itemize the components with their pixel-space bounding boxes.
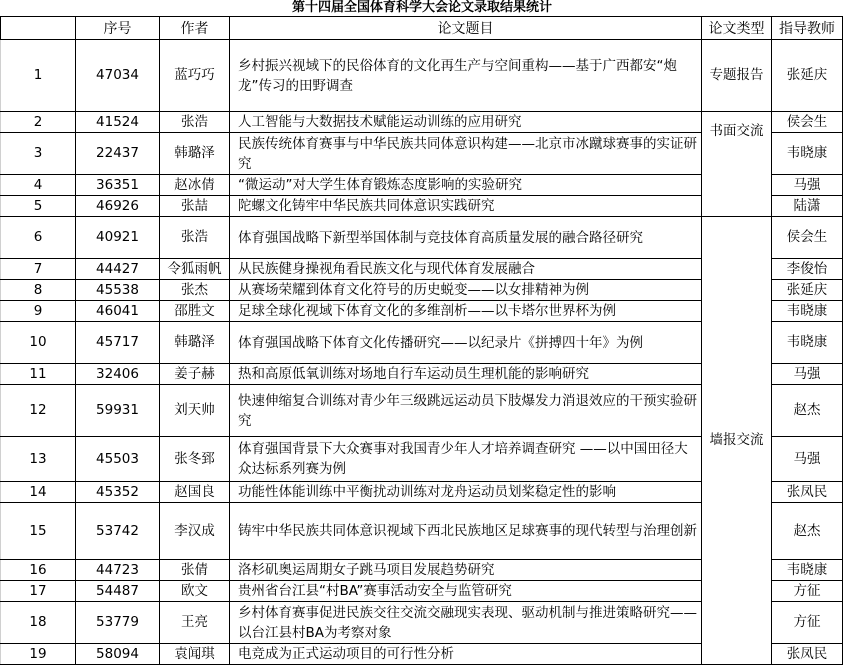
row-advisor: 方征 bbox=[772, 581, 843, 602]
row-index: 15 bbox=[1, 503, 76, 560]
row-id: 47034 bbox=[76, 40, 160, 112]
row-advisor: 韦晓康 bbox=[772, 560, 843, 581]
header-topic: 论文题目 bbox=[230, 17, 702, 40]
header-row bbox=[1, 17, 843, 40]
row-topic: 乡村振兴视域下的民俗体育的文化再生产与空间重构——基于广西都安“炮龙”传习的田野调查 bbox=[230, 40, 702, 112]
row-index: 11 bbox=[1, 364, 76, 385]
row-author: 张杰 bbox=[160, 280, 230, 301]
row-id: 36351 bbox=[76, 175, 160, 196]
row-topic: 体育强国战略下体育文化传播研究——以纪录片《拼搏四十年》为例 bbox=[230, 322, 702, 364]
row-id: 44723 bbox=[76, 560, 160, 581]
row-author: 袁闻琪 bbox=[160, 644, 230, 665]
row-topic: 贵州省台江县“村BA”赛事活动安全与监管研究 bbox=[230, 581, 702, 602]
row-advisor: 马强 bbox=[772, 364, 843, 385]
row-author: 张冬郅 bbox=[160, 437, 230, 482]
header-advisor: 指导教师 bbox=[772, 17, 843, 40]
row-index: 16 bbox=[1, 560, 76, 581]
row-author: 令狐雨帆 bbox=[160, 259, 230, 280]
row-author: 李汉成 bbox=[160, 503, 230, 560]
row-advisor: 韦晓康 bbox=[772, 322, 843, 364]
row-index: 6 bbox=[1, 217, 76, 259]
row-index: 18 bbox=[1, 602, 76, 644]
row-index: 9 bbox=[1, 301, 76, 322]
row-index: 7 bbox=[1, 259, 76, 280]
row-index: 17 bbox=[1, 581, 76, 602]
row-advisor: 赵杰 bbox=[772, 385, 843, 437]
row-topic: 陀螺文化铸牢中华民族共同体意识实践研究 bbox=[230, 196, 702, 217]
row-advisor: 侯会生 bbox=[772, 217, 843, 259]
row-author: 张浩 bbox=[160, 112, 230, 133]
header-index bbox=[1, 17, 76, 40]
row-author: 蓝巧巧 bbox=[160, 40, 230, 112]
row-id: 58094 bbox=[76, 644, 160, 665]
row-topic: 快速伸缩复合训练对青少年三级跳远运动员下肢爆发力消退效应的干预实验研究 bbox=[230, 385, 702, 437]
row-index: 19 bbox=[1, 644, 76, 665]
row-topic: 从赛场荣耀到体育文化符号的历史蜕变——以女排精神为例 bbox=[230, 280, 702, 301]
row-id: 41524 bbox=[76, 112, 160, 133]
row-index: 14 bbox=[1, 482, 76, 503]
row-index: 1 bbox=[1, 40, 76, 112]
row-author: 张浩 bbox=[160, 217, 230, 259]
row-advisor: 赵杰 bbox=[772, 503, 843, 560]
row-author: 姜子赫 bbox=[160, 364, 230, 385]
row-topic: 热和高原低氧训练对场地自行车运动员生理机能的影响研究 bbox=[230, 364, 702, 385]
row-advisor: 张延庆 bbox=[772, 40, 843, 112]
row-author: 邵胜文 bbox=[160, 301, 230, 322]
row-advisor: 李俊怡 bbox=[772, 259, 843, 280]
row-index: 4 bbox=[1, 175, 76, 196]
row-index: 5 bbox=[1, 196, 76, 217]
table-row bbox=[1, 40, 843, 112]
row-id: 59931 bbox=[76, 385, 160, 437]
row-author: 张倩 bbox=[160, 560, 230, 581]
row-author: 韩璐泽 bbox=[160, 133, 230, 175]
row-advisor: 韦晓康 bbox=[772, 301, 843, 322]
row-topic: 人工智能与大数据技术赋能运动训练的应用研究 bbox=[230, 112, 702, 133]
row-id: 45717 bbox=[76, 322, 160, 364]
row-id: 45352 bbox=[76, 482, 160, 503]
row-topic: 足球全球化视域下体育文化的多维剖析——以卡塔尔世界杯为例 bbox=[230, 301, 702, 322]
row-topic: “微运动”对大学生体育锻炼态度影响的实验研究 bbox=[230, 175, 702, 196]
row-index: 8 bbox=[1, 280, 76, 301]
row-topic: 民族传统体育赛事与中华民族共同体意识构建——北京市冰蹴球赛事的实证研究 bbox=[230, 133, 702, 175]
row-id: 53779 bbox=[76, 602, 160, 644]
header-id: 序号 bbox=[76, 17, 160, 40]
row-id: 32406 bbox=[76, 364, 160, 385]
table-row bbox=[1, 112, 843, 133]
type-poster: 墙报交流 bbox=[702, 217, 772, 665]
header-type: 论文类型 bbox=[702, 17, 772, 40]
row-id: 45503 bbox=[76, 437, 160, 482]
row-index: 13 bbox=[1, 437, 76, 482]
row-author: 刘天帅 bbox=[160, 385, 230, 437]
row-topic: 洛杉矶奥运周期女子跳马项目发展趋势研究 bbox=[230, 560, 702, 581]
row-author: 赵国良 bbox=[160, 482, 230, 503]
row-index: 3 bbox=[1, 133, 76, 175]
row-author: 韩璐泽 bbox=[160, 322, 230, 364]
row-advisor: 张延庆 bbox=[772, 280, 843, 301]
results-table bbox=[0, 16, 843, 665]
page-title: 第十四届全国体育科学大会论文录取结果统计 bbox=[291, 0, 552, 15]
row-author: 赵冰倩 bbox=[160, 175, 230, 196]
row-author: 欧文 bbox=[160, 581, 230, 602]
row-topic: 乡村体育赛事促进民族交往交流交融现实表现、驱动机制与推进策略研究——以台江县村BA为考察对象 bbox=[230, 602, 702, 644]
row-advisor: 韦晓康 bbox=[772, 133, 843, 175]
row-advisor: 马强 bbox=[772, 437, 843, 482]
row-index: 12 bbox=[1, 385, 76, 437]
row-id: 46926 bbox=[76, 196, 160, 217]
row-id: 22437 bbox=[76, 133, 160, 175]
row-id: 40921 bbox=[76, 217, 160, 259]
row-advisor: 马强 bbox=[772, 175, 843, 196]
row-advisor: 侯会生 bbox=[772, 112, 843, 133]
row-topic: 功能性体能训练中平衡扰动训练对龙舟运动员划桨稳定性的影响 bbox=[230, 482, 702, 503]
row-index: 2 bbox=[1, 112, 76, 133]
row-id: 44427 bbox=[76, 259, 160, 280]
row-id: 54487 bbox=[76, 581, 160, 602]
row-topic: 体育强国背景下大众赛事对我国青少年人才培养调查研究 ——以中国田径大众达标系列赛为例 bbox=[230, 437, 702, 482]
row-topic: 电竞成为正式运动项目的可行性分析 bbox=[230, 644, 702, 665]
type-special: 专题报告 bbox=[702, 40, 772, 112]
row-topic: 从民族健身操视角看民族文化与现代体育发展融合 bbox=[230, 259, 702, 280]
row-advisor: 陆潇 bbox=[772, 196, 843, 217]
row-id: 53742 bbox=[76, 503, 160, 560]
row-index: 10 bbox=[1, 322, 76, 364]
row-author: 王亮 bbox=[160, 602, 230, 644]
row-topic: 体育强国战略下新型举国体制与竞技体育高质量发展的融合路径研究 bbox=[230, 217, 702, 259]
type-oral: 书面交流 bbox=[702, 112, 772, 217]
table-row bbox=[1, 217, 843, 259]
row-advisor: 张凤民 bbox=[772, 482, 843, 503]
row-id: 46041 bbox=[76, 301, 160, 322]
row-topic: 铸牢中华民族共同体意识视域下西北民族地区足球赛事的现代转型与治理创新 bbox=[230, 503, 702, 560]
row-advisor: 张凤民 bbox=[772, 644, 843, 665]
row-author: 张喆 bbox=[160, 196, 230, 217]
row-id: 45538 bbox=[76, 280, 160, 301]
row-advisor: 方征 bbox=[772, 602, 843, 644]
header-author: 作者 bbox=[160, 17, 230, 40]
